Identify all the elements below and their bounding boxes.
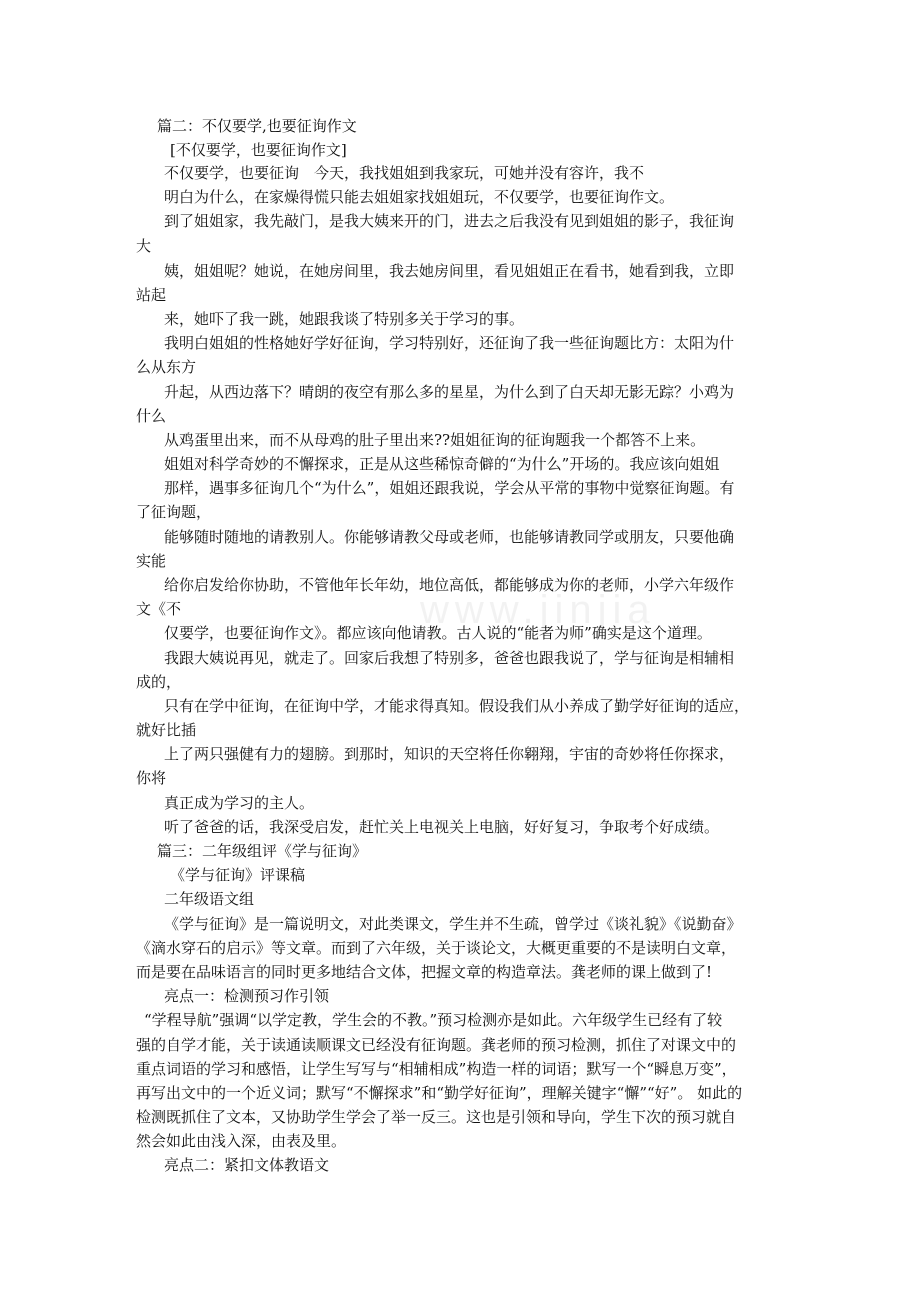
- paragraph-line: 我跟大姨说再见，就走了。回家后我想了特别多，爸爸也跟我说了，学与征询是相辅相: [164, 649, 735, 667]
- paragraph-line: 听了爸爸的话，我深受启发，赶忙关上电视关上电脑，好好复习，争取考个好成绩。: [164, 818, 720, 836]
- paragraph-line: 真正成为学习的主人。: [164, 794, 315, 812]
- paragraph-line: 了征询题，: [136, 503, 212, 521]
- paragraph-line: 只有在学中征询，在征询中学，才能求得真知。假设我们从小养成了勤学好征询的适应，: [164, 697, 750, 715]
- paragraph-line: 什么: [136, 407, 167, 425]
- paragraph-line: 然会如此由浅入深，由表及里。: [136, 1132, 347, 1150]
- paragraph-line: 《学与征询》是一篇说明文，对此类课文，学生并不生疏，曾学过《谈礼貌》《说勤奋》: [164, 915, 742, 933]
- paragraph-line: “学程导航”强调“以学定教，学生会的不教。”预习检测亦是如此。六年级学生已经有了较: [144, 1011, 723, 1029]
- section-subtitle: [不仅要学，也要征询作文]: [170, 141, 347, 159]
- section-title: 篇二：不仅要学,也要征询作文: [157, 117, 357, 135]
- paragraph-line: 上了两只强健有力的翅膀。到那时，知识的天空将任你翱翔，宇宙的奇妙将任你探求，: [164, 745, 735, 763]
- paragraph-line: 《滴水穿石的启示》等文章。而到了六年级，关于谈论文，大概更重要的不是读明白文章，: [136, 939, 737, 957]
- paragraph-line: 从鸡蛋里出来，而不从母鸡的肚子里出来??姐姐征询的征询题我一个都答不上来。: [164, 431, 706, 449]
- paragraph-line: 姨，姐姐呢？她说，在她房间里，我去她房间里，看见姐姐正在看书，她看到我，立即: [164, 262, 735, 280]
- paragraph-line: 明白为什么，在家燥得慌只能去姐姐家找姐姐玩，不仅要学，也要征询作文。: [164, 188, 675, 206]
- paragraph-line: 给你启发给你协助，不管他年长年幼，地位高低，都能够成为你的老师，小学六年级作: [164, 576, 735, 594]
- paragraph-line: 来，她吓了我一跳，她跟我谈了特别多关于学习的事。: [164, 310, 525, 328]
- section-subtitle: 《学与征询》评课稿: [170, 866, 306, 884]
- paragraph-line: 就好比插: [136, 721, 197, 739]
- paragraph-line: 么从东方: [136, 358, 197, 376]
- paragraph-line: 大: [136, 237, 152, 255]
- paragraph-line: 那样，遇事多征询几个“为什么”，姐姐还跟我说，学会从平常的事物中觉察征询题。有: [164, 479, 735, 497]
- paragraph-line: 重点词语的学习和感悟，让学生写写与“相辅相成”构造一样的词语；默写一个“瞬息万变”，: [136, 1060, 737, 1078]
- highlight-heading: 亮点二：紧扣文体教语文: [164, 1156, 330, 1174]
- paragraph-line: 成的，: [136, 673, 182, 691]
- paragraph-line: 能够随时随地的请教别人。你能够请教父母或老师，也能够请教同学或朋友，只要他确: [164, 528, 735, 546]
- paragraph-line: 而是要在品味语言的同时更多地结合文体，把握文章的构造章法。龚老师的课上做到了!: [136, 963, 713, 981]
- section-title: 篇三：二年级组评《学与征询》: [157, 842, 368, 860]
- paragraph-line: 检测既抓住了文本，又协助学生学会了举一反三。这也是引领和导向，学生下次的预习就自: [136, 1108, 737, 1126]
- paragraph-line: 实能: [136, 552, 167, 570]
- paragraph-line: 文《不: [136, 600, 182, 618]
- highlight-heading: 亮点一：检测预习作引领: [164, 987, 330, 1005]
- group-name: 二年级语文组: [164, 890, 255, 908]
- paragraph-line: 我明白姐姐的性格她好学好征询，学习特别好，还征询了我一些征询题比方：太阳为什: [164, 334, 735, 352]
- paragraph-line: 到了姐姐家，我先敲门，是我大姨来开的门，进去之后我没有见到姐姐的影子，我征询: [164, 212, 735, 230]
- paragraph-line: 强的自学才能，关于读通读顺课文已经没有征询题。龚老师的预习检测，抓住了对课文中的: [136, 1036, 737, 1054]
- paragraph-line: 仅要学，也要征询作文》。都应该向他请教。古人说的“能者为师”确实是这个道理。: [164, 624, 712, 642]
- paragraph-line: 你将: [136, 769, 167, 787]
- paragraph-line: 再写出文中的一个近义词；默写“不懈探求”和“勤学好征询”，理解关键字“懈”“好”。 如此的: [136, 1084, 743, 1102]
- paragraph-line: 不仅要学，也要征询 今天，我找姐姐到我家玩，可她并没有容许，我不: [164, 164, 645, 182]
- paragraph-line: 升起，从西边落下？晴朗的夜空有那么多的星星，为什么到了白天却无影无踪？小鸡为: [164, 383, 735, 401]
- watermark: www.jinjia: [420, 588, 656, 632]
- paragraph-line: 姐姐对科学奇妙的不懈探求，正是从这些稀惊奇僻的“为什么”开场的。我应该向姐姐: [164, 455, 720, 473]
- paragraph-line: 站起: [136, 286, 167, 304]
